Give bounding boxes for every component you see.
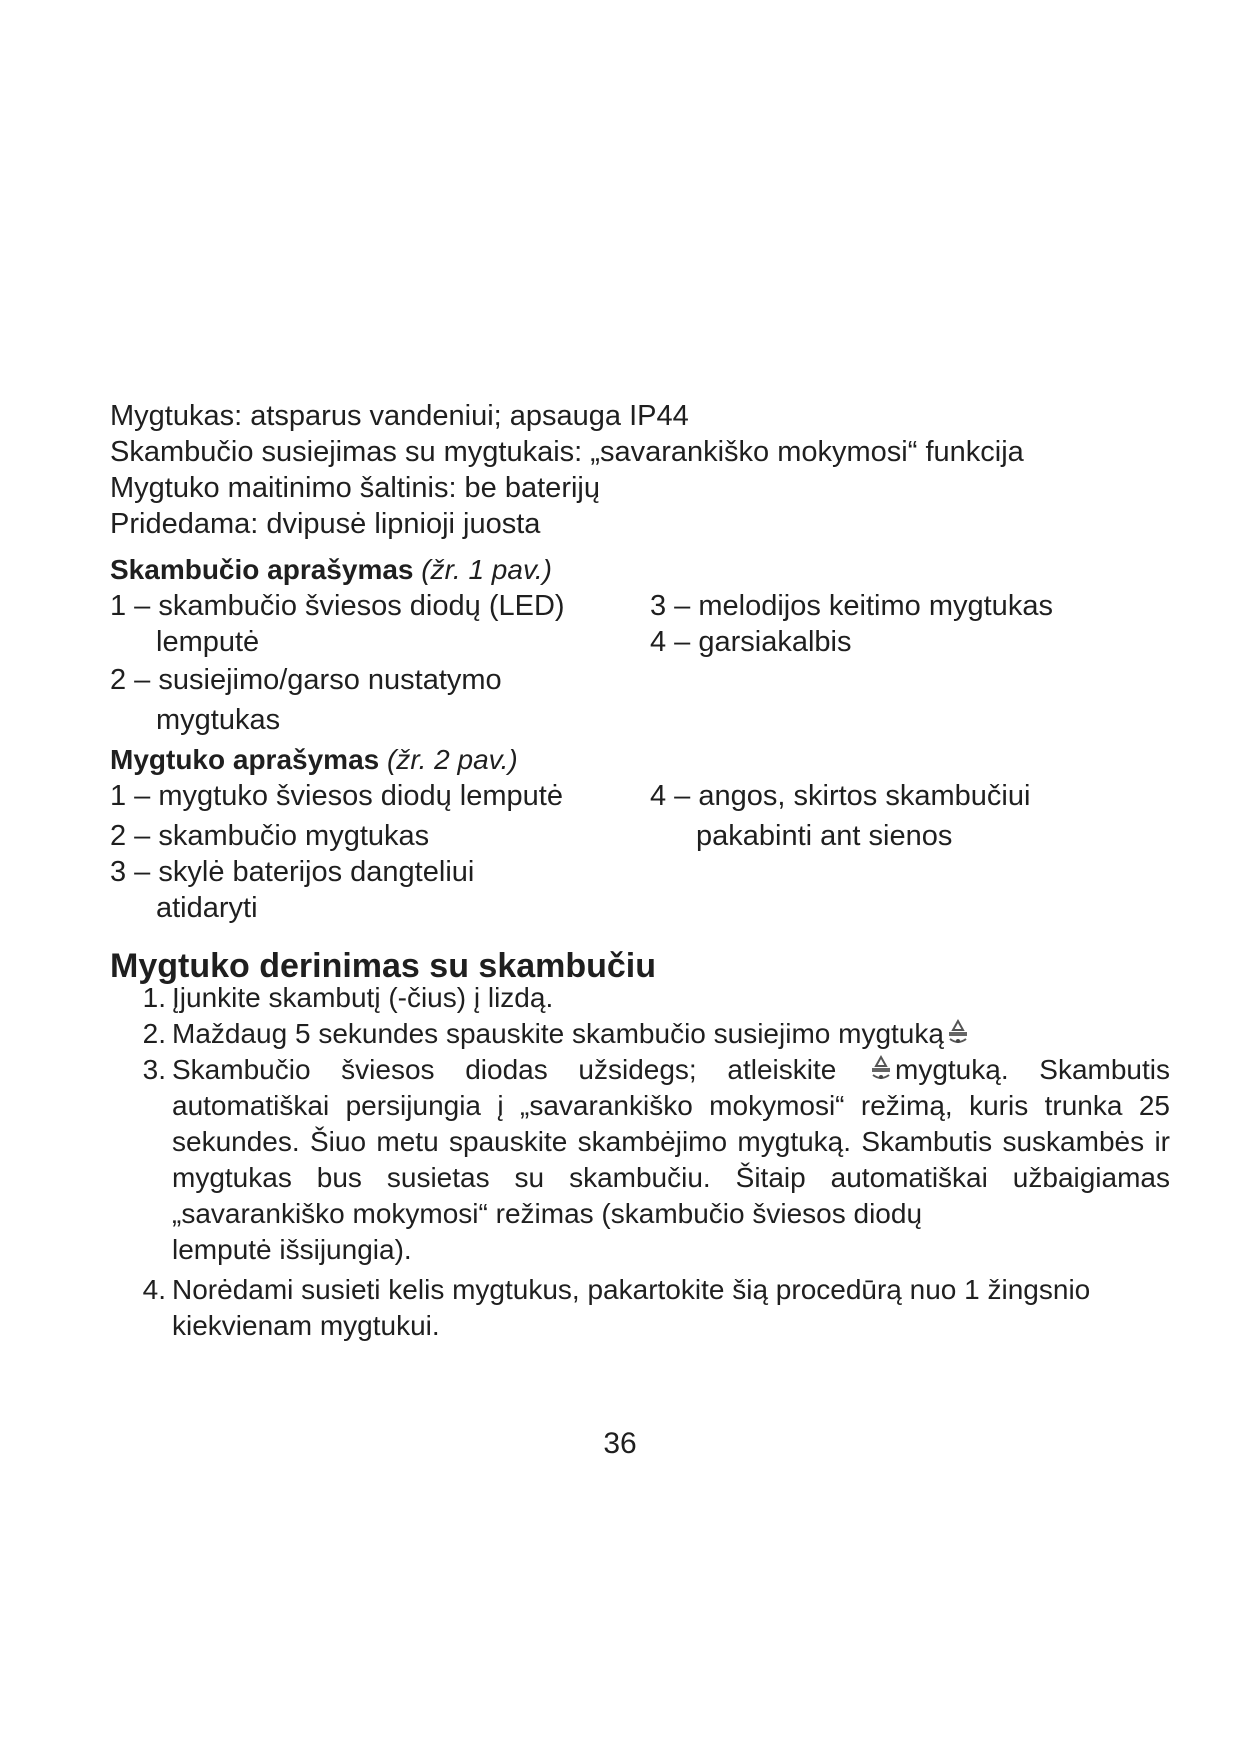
spec-line: Mygtukas: atsparus vandeniui; apsauga IP44 bbox=[110, 400, 689, 432]
step-text bbox=[172, 1016, 1170, 1052]
step-text: Norėdami susieti kelis mygtukus, pakartokite šią procedūrą nuo 1 žingsnio kiekvienam mygtukui. bbox=[172, 1274, 1091, 1341]
spec-line: Skambučio susiejimas su mygtukais: „savarankiško mokymosi“ funkcija bbox=[110, 436, 1024, 468]
list-item: 1 – mygtuko šviesos diodų lemputė bbox=[110, 780, 563, 812]
step-number: 4. bbox=[142, 1274, 166, 1305]
list-item: 1 – skambučio šviesos diodų (LED) bbox=[110, 590, 565, 622]
pairing-heading: Mygtuko derinimas su skambučiu bbox=[110, 947, 657, 985]
bell-description-title bbox=[110, 552, 552, 588]
list-item: pakabinti ant sienos bbox=[696, 820, 953, 852]
step-text-part: Maždaug 5 sekundes spauskite skambučio susiejimo mygtuką bbox=[172, 1018, 944, 1049]
list-item: 3 – skylė baterijos dangteliui bbox=[110, 856, 475, 888]
bell-pairing-icon bbox=[944, 1018, 972, 1048]
list-item: 2 – skambučio mygtukas bbox=[110, 820, 430, 852]
bell-description-ref: (žr. 1 pav.) bbox=[421, 554, 552, 585]
step-text-part: Skambučio šviesos diodas užsidegs; atleiskite bbox=[172, 1054, 837, 1085]
step-number: 2. bbox=[142, 1018, 166, 1049]
step-text-part: lemputė išsijungia). bbox=[172, 1234, 412, 1265]
bell-description-heading: Skambučio aprašymas bbox=[110, 554, 414, 585]
bell-pairing-icon bbox=[867, 1054, 895, 1084]
step-number: 3. bbox=[142, 1054, 166, 1085]
step-text: Įjunkite skambutį (-čius) į lizdą. bbox=[172, 982, 554, 1013]
spec-line: Mygtuko maitinimo šaltinis: be baterijų bbox=[110, 472, 600, 504]
step-text-part: mygtuką. Skambutis automatiškai persijungia į „savarankiško mokymosi“ režimą, kuris trunka 25 sekundes. Šiuo metu spauskite skambėjimo mygtuką. Skambutis suskambės ir mygtukas bus susietas su skambučiu. Šitaip automatiškai užbaigiamas „savarankiško mokymosi“ režimas (skambučio šviesos diodų bbox=[172, 1054, 1170, 1229]
list-item: 3 – melodijos keitimo mygtukas bbox=[650, 590, 1053, 622]
button-description-heading: Mygtuko aprašymas bbox=[110, 744, 380, 775]
step-number: 1. bbox=[142, 982, 166, 1013]
button-description-title bbox=[110, 742, 518, 778]
list-item: atidaryti bbox=[156, 892, 258, 924]
list-item: 2 – susiejimo/garso nustatymo bbox=[110, 664, 502, 696]
spec-line: Pridedama: dvipusė lipnioji juosta bbox=[110, 508, 541, 540]
step-text bbox=[172, 1052, 1170, 1268]
list-item: mygtukas bbox=[156, 704, 281, 736]
list-item: lemputė bbox=[156, 626, 260, 658]
list-item: 4 – angos, skirtos skambučiui bbox=[650, 780, 1031, 812]
button-description-ref: (žr. 2 pav.) bbox=[387, 744, 518, 775]
page-number: 36 bbox=[603, 1427, 637, 1460]
list-item: 4 – garsiakalbis bbox=[650, 626, 852, 658]
